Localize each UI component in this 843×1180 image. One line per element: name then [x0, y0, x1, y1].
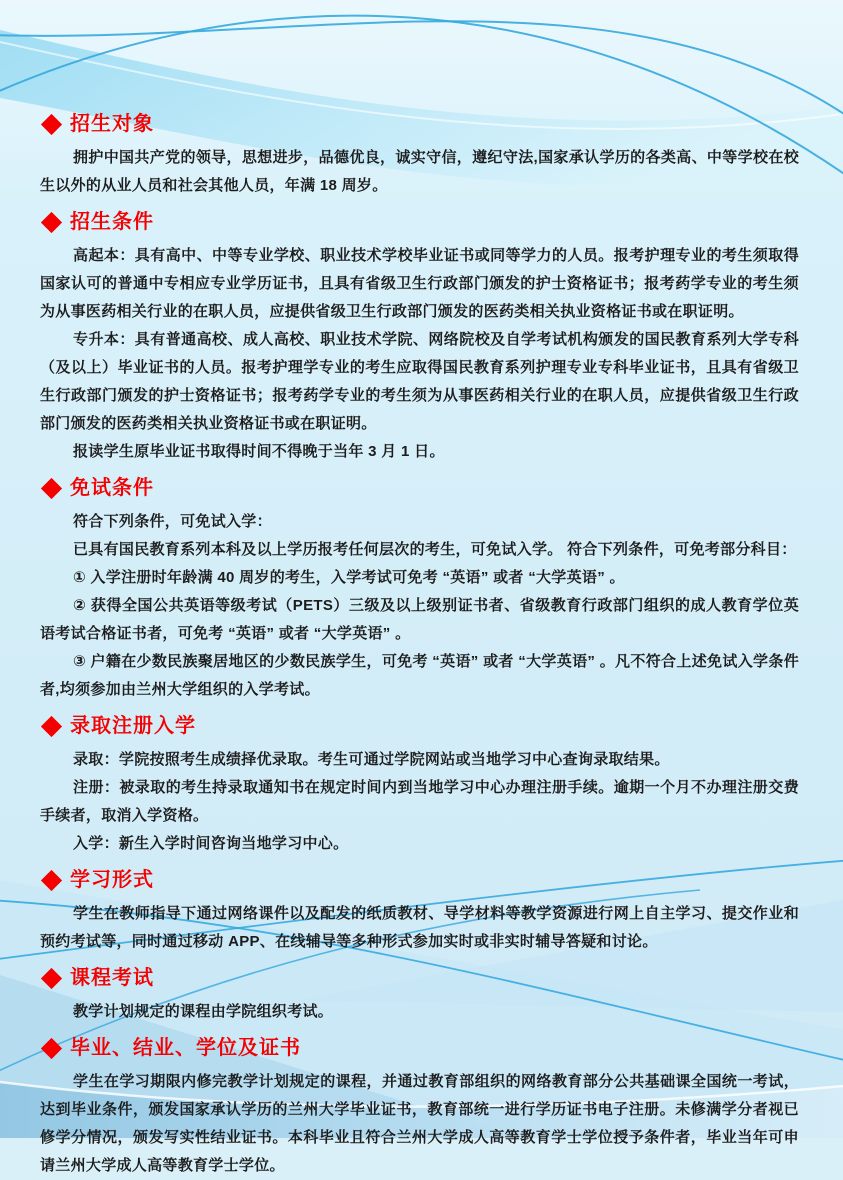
diamond-bullet-icon [41, 967, 62, 988]
section-heading [40, 473, 799, 503]
section-title: 学习形式 [70, 869, 154, 891]
paragraph: 已具有国民教育系列本科及以上学历报考任何层次的考生，可免试入学。 符合下列条件，可免考部分科目： [73, 541, 797, 558]
section-heading [40, 865, 799, 895]
paragraph: 报读学生原毕业证书取得时间不得晚于当年 3 月 1 日。 [73, 443, 445, 460]
section-title: 课程考试 [70, 967, 154, 989]
section-title: 录取注册入学 [70, 715, 196, 737]
section-enrollment-registration [40, 711, 799, 858]
paragraph: 高起本：具有高中、中等专业学校、职业技术学校毕业证书或同等学力的人员。报考护理专业的考生须取得国家认可的普通中专相应专业学历证书，且具有省级卫生行政部门颁发的护士资格证书；报考药学专业的考生须为从事医药相关行业的在职人员，应提供省级卫生行政部门颁发的医药类相关执业资格证书或在职证明。 [40, 247, 799, 320]
section-body [40, 746, 799, 858]
paragraph: 录取：学院按照考生成绩择优录取。考生可通过学院网站或当地学习中心查询录取结果。 [73, 751, 670, 768]
paragraph: 教学计划规定的课程由学院组织考试。 [73, 1003, 334, 1020]
section-body [40, 144, 799, 200]
paragraph: 专升本：具有普通高校、成人高校、职业技术学院、网络院校及自学考试机构颁发的国民教育系列大学专科（及以上）毕业证书的人员。报考护理学专业的考生应取得国民教育系列护理专业专科毕业证书，且具有省级卫生行政部门颁发的护士资格证书；报考药学专业的考生须为从事医药相关行业的在职人员，应提供省级卫生行政部门颁发的医药类相关执业资格证书或在职证明。 [40, 331, 799, 432]
diamond-bullet-icon [41, 715, 62, 736]
paragraph: 学生在教师指导下通过网络课件以及配发的纸质教材、导学材料等教学资源进行网上自主学习、提交作业和预约考试等，同时通过移动 APP、在线辅导等多种形式参加实时或非实时辅导答疑和讨论。 [40, 905, 799, 950]
paragraph: 学生在学习期限内修完教学计划规定的课程，并通过教育部组织的网络教育部分公共基础课全国统一考试，达到毕业条件，颁发国家承认学历的兰州大学毕业证书，教育部统一进行学历证书电子注册。未修满学分者视已修学分情况，颁发写实性结业证书。本科毕业且符合兰州大学成人高等教育学士学位授予条件者，毕业当年可申请兰州大学成人高等教育学士学位。 [40, 1073, 799, 1174]
paragraph: ① 入学注册时年龄满 40 周岁的考生，入学考试可免考 “英语” 或者 “大学英语” 。 [73, 569, 625, 586]
diamond-bullet-icon [41, 211, 62, 232]
diamond-bullet-icon [41, 869, 62, 890]
section-heading [40, 109, 799, 139]
section-course-exams [40, 963, 799, 1026]
section-exemption-conditions [40, 473, 799, 704]
paragraph: 注册：被录取的考生持录取通知书在规定时间内到当地学习中心办理注册手续。逾期一个月不办理注册交费手续者，取消入学资格。 [40, 779, 799, 824]
paragraph: 入学：新生入学时间咨询当地学习中心。 [73, 835, 349, 852]
section-title: 招生条件 [70, 211, 154, 233]
section-body [40, 900, 799, 956]
diamond-bullet-icon [41, 1037, 62, 1058]
section-body [40, 1068, 799, 1180]
section-graduation-certificates [40, 1033, 799, 1180]
section-body [40, 998, 799, 1026]
paragraph: ② 获得全国公共英语等级考试（PETS）三级及以上级别证书者、省级教育行政部门组织的成人教育学位英语考试合格证书者，可免考 “英语” 或者 “大学英语” 。 [40, 597, 799, 642]
section-heading [40, 1033, 799, 1063]
section-learning-format [40, 865, 799, 956]
section-body [40, 508, 799, 704]
section-title: 招生对象 [70, 113, 154, 135]
paragraph: 拥护中国共产党的领导，思想进步，品德优良，诚实守信，遵纪守法,国家承认学历的各类高、中等学校在校生以外的从业人员和社会其他人员，年满 18 周岁。 [40, 149, 799, 194]
section-admission-conditions [40, 207, 799, 466]
section-title: 毕业、结业、学位及证书 [70, 1037, 301, 1059]
section-heading [40, 963, 799, 993]
diamond-bullet-icon [41, 113, 62, 134]
paragraph: ③ 户籍在少数民族聚居地区的少数民族学生，可免考 “英语” 或者 “大学英语” 。凡不符合上述免试入学条件者,均须参加由兰州大学组织的入学考试。 [40, 653, 799, 698]
section-body [40, 242, 799, 466]
section-heading [40, 711, 799, 741]
section-heading [40, 207, 799, 237]
section-title: 免试条件 [70, 477, 154, 499]
diamond-bullet-icon [41, 477, 62, 498]
paragraph: 符合下列条件，可免试入学： [73, 513, 272, 530]
section-admission-targets [40, 109, 799, 200]
